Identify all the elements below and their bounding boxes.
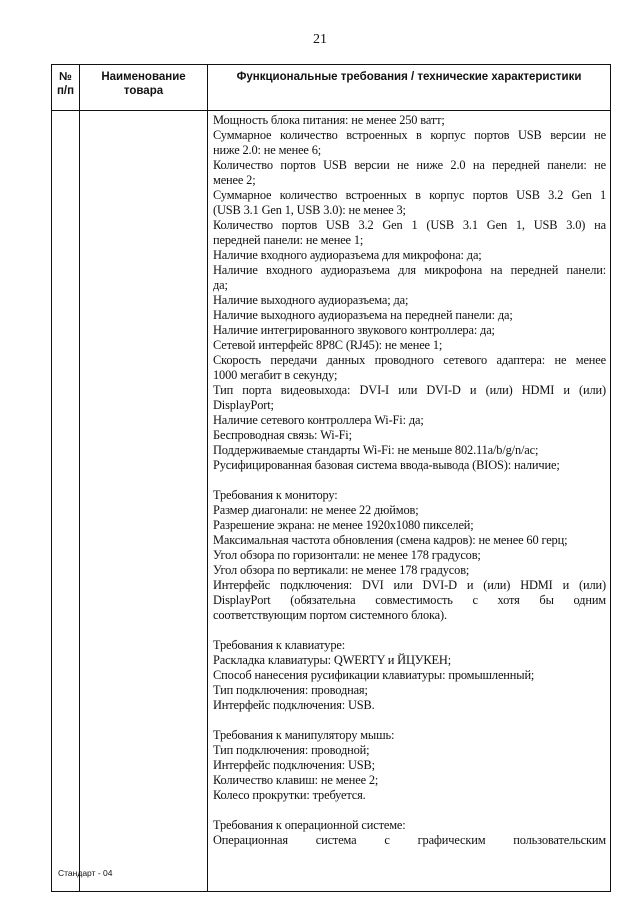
requirement-line: Разрешение экрана: не менее 1920x1080 пикселей;	[213, 518, 474, 532]
requirement-line: Суммарное количество встроенных в корпус портов USB версии не	[213, 128, 606, 142]
requirement-line: менее 2;	[213, 173, 256, 187]
requirement-line: Русифицированная базовая система ввода-вывода (BIOS): наличие;	[213, 458, 560, 472]
cell-requirements	[208, 111, 611, 892]
paragraph-gap	[213, 803, 606, 818]
requirement-line: Операционная система с графическим пользовательским	[213, 833, 606, 847]
requirement-line: Интерфейс подключения: USB.	[213, 698, 375, 712]
requirement-line: Тип подключения: проводная;	[213, 683, 368, 697]
header-number: № п/п	[52, 65, 80, 111]
requirement-line: Наличие входного аудиоразъема для микрофона: да;	[213, 248, 482, 262]
requirement-line: Суммарное количество встроенных в корпус портов USB 3.2 Gen 1	[213, 188, 606, 202]
requirement-line: Способ нанесения русификации клавиатуры: промышленный;	[213, 668, 535, 682]
requirement-line: Сетевой интерфейс 8P8C (RJ45): не менее 1;	[213, 338, 443, 352]
table-header-row	[52, 65, 611, 111]
footer-standard: Стандарт - 04	[58, 868, 113, 878]
requirement-line: Наличие выходного аудиоразъема; да;	[213, 293, 409, 307]
requirement-line: Количество портов USB версии не ниже 2.0 на передней панели: не	[213, 158, 606, 172]
requirement-line: Тип порта видеовыхода: DVI-I или DVI-D и (или) HDMI и (или)	[213, 383, 606, 397]
requirement-line: DisplayPort;	[213, 398, 274, 412]
requirement-line: Количество клавиш: не менее 2;	[213, 773, 379, 787]
requirement-line: Наличие сетевого контроллера Wi-Fi: да;	[213, 413, 424, 427]
requirement-line: Беспроводная связь: Wi-Fi;	[213, 428, 352, 442]
paragraph-gap	[213, 713, 606, 728]
requirement-line: Мощность блока питания: не менее 250 ватт;	[213, 113, 445, 127]
requirements-text	[208, 111, 610, 848]
requirement-line: (USB 3.1 Gen 1, USB 3.0): не менее 3;	[213, 203, 406, 217]
table-row	[52, 111, 611, 892]
requirement-line: да;	[213, 278, 228, 292]
requirement-line: Наличие выходного аудиоразъема на передней панели: да;	[213, 308, 513, 322]
requirement-line: Размер диагонали: не менее 22 дюймов;	[213, 503, 419, 517]
requirement-line: передней панели: не менее 1;	[213, 233, 364, 247]
header-requirements: Функциональные требования / технические характеристики	[208, 65, 611, 111]
header-product-name: Наименование товара	[80, 65, 208, 111]
paragraph-gap	[213, 623, 606, 638]
requirement-line: Тип подключения: проводной;	[213, 743, 370, 757]
requirement-line: Колесо прокрутки: требуется.	[213, 788, 366, 802]
paragraph-gap	[213, 473, 606, 488]
requirement-line: Раскладка клавиатуры: QWERTY и ЙЦУКЕН;	[213, 653, 452, 667]
requirement-line: Требования к клавиатуре:	[213, 638, 346, 652]
cell-product-name	[80, 111, 208, 892]
requirement-line: Скорость передачи данных проводного сетевого адаптера: не менее	[213, 353, 606, 367]
cell-number	[52, 111, 80, 892]
requirement-line: Требования к монитору:	[213, 488, 338, 502]
page-number: 21	[313, 32, 327, 47]
requirement-line: Требования к операционной системе:	[213, 818, 406, 832]
requirement-line: Угол обзора по вертикали: не менее 178 градусов;	[213, 563, 470, 577]
requirements-table	[51, 64, 611, 892]
requirement-line: 1000 мегабит в секунду;	[213, 368, 338, 382]
requirement-line: Максимальная частота обновления (смена кадров): не менее 60 герц;	[213, 533, 568, 547]
requirement-line: Наличие интегрированного звукового контроллера: да;	[213, 323, 495, 337]
requirement-line: Угол обзора по горизонтали: не менее 178 градусов;	[213, 548, 481, 562]
requirement-line: Интерфейс подключения: USB;	[213, 758, 375, 772]
requirement-line: Наличие входного аудиоразъема для микрофона на передней панели:	[213, 263, 606, 277]
requirement-line: Требования к манипулятору мышь:	[213, 728, 395, 742]
requirement-line: Количество портов USB 3.2 Gen 1 (USB 3.1 Gen 1, USB 3.0) на	[213, 218, 606, 232]
requirement-line: Интерфейс подключения: DVI или DVI-D и (или) HDMI и (или)	[213, 578, 606, 592]
requirement-line: DisplayPort (обязательна совместимость с хотя бы одним	[213, 593, 606, 607]
requirement-line: соответствующим портом системного блока).	[213, 608, 447, 622]
requirement-line: ниже 2.0: не менее 6;	[213, 143, 322, 157]
requirement-line: Поддерживаемые стандарты Wi-Fi: не меньше 802.11a/b/g/n/ac;	[213, 443, 539, 457]
